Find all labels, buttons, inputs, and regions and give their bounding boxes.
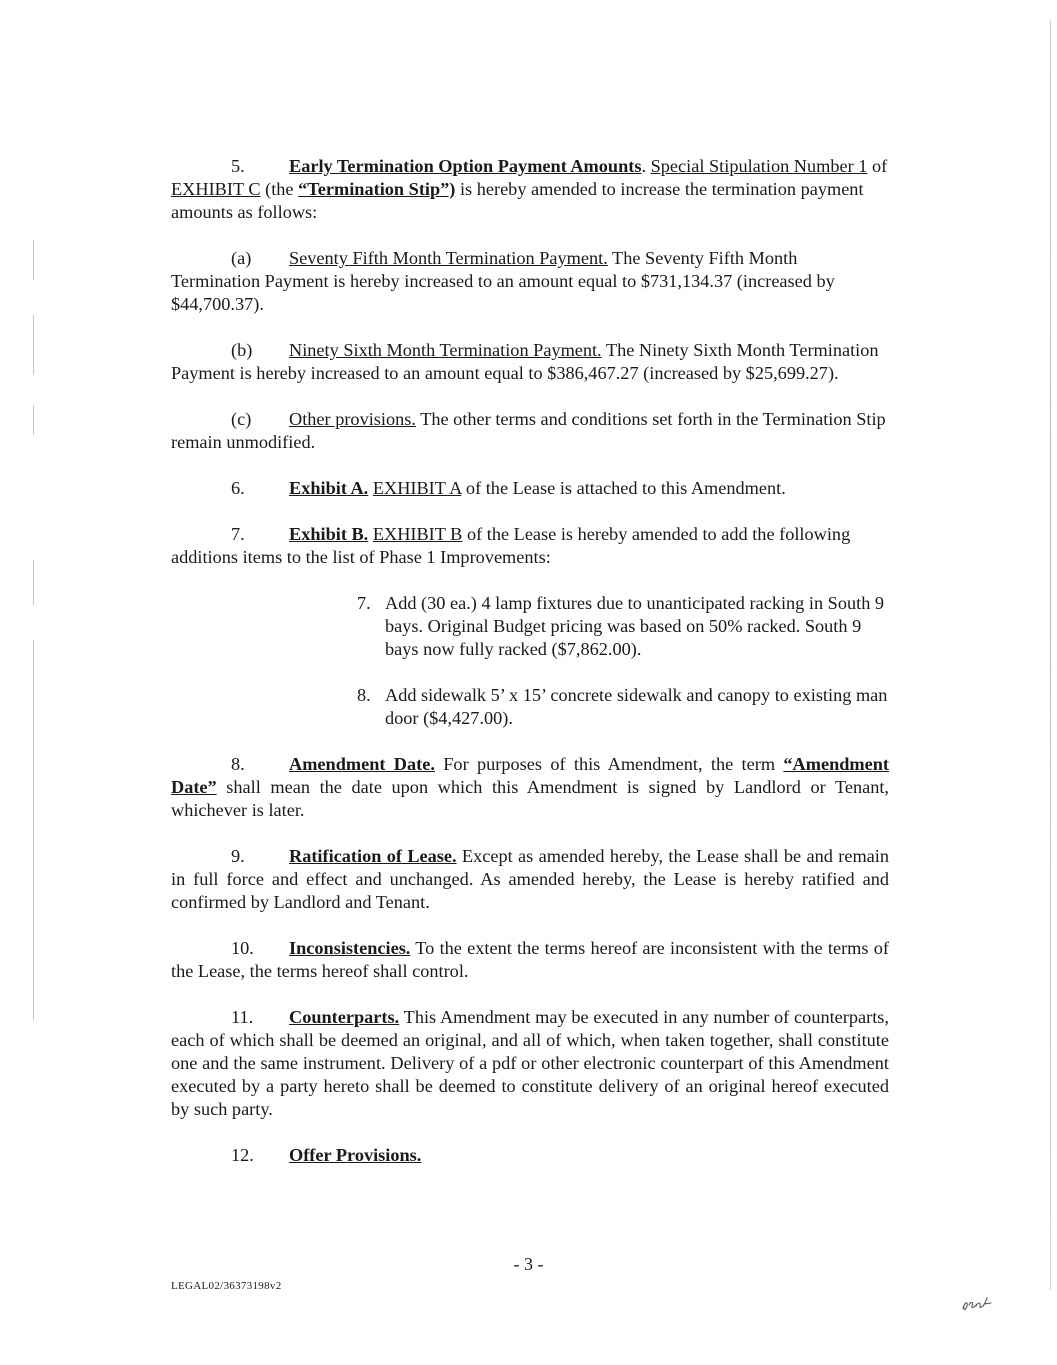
document-body <box>171 155 889 1190</box>
section-number: 5. <box>231 156 245 176</box>
reference-link: EXHIBIT C <box>171 179 261 199</box>
subsection-heading: Other provisions. <box>289 409 416 429</box>
section-heading: Counterparts. <box>289 1007 400 1027</box>
list-item-number: 8. <box>357 685 371 705</box>
section-text: This Amendment may be executed in any number of counterparts, each of which shall be deemed an original, and all of which, when taken together, shall constitute one and the same instrument. Delivery of a pdf or other electronic counterpart of this Amendment executed by a party hereto shall be deemed to constitute delivery of an original hereof executed by such party. <box>171 1007 889 1119</box>
section-text: To the extent the terms hereof are inconsistent with the terms of the Lease, the terms hereof shall control. <box>171 938 889 981</box>
section-7 <box>171 523 889 569</box>
list-item <box>357 592 889 661</box>
section-text: For purposes of this Amendment, the term <box>434 754 784 774</box>
defined-term: “Amendment Date” <box>171 754 890 797</box>
section-number: 11. <box>231 1007 254 1027</box>
list-item-text: Add sidewalk 5’ x 15’ concrete sidewalk and canopy to existing man door ($4,427.00). <box>385 685 888 728</box>
reference-link: EXHIBIT A <box>372 478 462 498</box>
scan-edge-left <box>33 560 34 605</box>
document-id: LEGAL02/36373198v2 <box>171 1280 282 1292</box>
section-text: of the Lease is hereby amended to add the following additions items to the list of Phase 1 Improvements: <box>171 524 851 567</box>
section-text: (the <box>260 179 299 199</box>
improvements-list <box>357 592 889 730</box>
section-5c <box>171 408 889 454</box>
section-heading: Offer Provisions. <box>289 1145 422 1165</box>
section-12 <box>171 1144 889 1167</box>
subsection-heading: Ninety Sixth Month Termination Payment. <box>289 340 602 360</box>
section-text: is hereby amended to increase the termination payment amounts as follows: <box>171 179 864 222</box>
page-number: - 3 - <box>513 1254 544 1274</box>
section-text: The Ninety Sixth Month Termination Payment is hereby increased to an amount equal to $386,467.27 (increased by $25,699.27). <box>171 340 879 383</box>
section-text: . <box>641 156 651 176</box>
section-text: of <box>867 156 888 176</box>
section-heading: Inconsistencies. <box>289 938 411 958</box>
handwritten-initials <box>960 1292 994 1314</box>
section-text: shall mean the date upon which this Amendment is signed by Landlord or Tenant, whichever is later. <box>171 777 889 820</box>
section-number: 9. <box>231 846 245 866</box>
section-number: 7. <box>231 524 245 544</box>
section-heading: Early Termination Option Payment Amounts <box>289 156 642 176</box>
section-5b <box>171 339 889 385</box>
reference-link: EXHIBIT B <box>372 524 463 544</box>
list-item-text: Add (30 ea.) 4 lamp fixtures due to unanticipated racking in South 9 bays. Original Budget pricing was based on 50% racked. South 9 bays now fully racked ($7,862.00). <box>385 593 885 659</box>
list-item-number: 7. <box>357 593 371 613</box>
subsection-label: (a) <box>231 248 252 268</box>
section-text: Except as amended hereby, the Lease shall be and remain in full force and effect and unchanged. As amended hereby, the Lease is hereby ratified and confirmed by Landlord and Tenant. <box>171 846 889 912</box>
subsection-heading: Seventy Fifth Month Termination Payment. <box>289 248 608 268</box>
section-heading: Exhibit A. <box>289 478 369 498</box>
scan-edge-right <box>1050 20 1051 1290</box>
list-item <box>357 684 889 730</box>
subsection-label: (c) <box>231 409 252 429</box>
section-6 <box>171 477 889 500</box>
defined-term: “Termination Stip”) <box>298 179 456 199</box>
section-5 <box>171 155 889 224</box>
section-heading: Amendment Date. <box>289 754 435 774</box>
section-8 <box>171 753 889 822</box>
reference-link: Special Stipulation Number 1 <box>650 156 868 176</box>
section-text: The other terms and conditions set forth in the Termination Stip remain unmodified. <box>171 409 886 452</box>
scan-edge-left <box>33 240 34 280</box>
section-number: 12. <box>231 1145 254 1165</box>
section-11 <box>171 1006 889 1121</box>
section-9 <box>171 845 889 914</box>
section-heading: Exhibit B. <box>289 524 369 544</box>
section-10 <box>171 937 889 983</box>
scan-edge-left <box>33 640 34 1020</box>
subsection-label: (b) <box>231 340 253 360</box>
section-number: 10. <box>231 938 254 958</box>
section-text: The Seventy Fifth Month Termination Payment is hereby increased to an amount equal to $731,134.37 (increased by $44,700.37). <box>171 248 835 314</box>
section-text: of the Lease is attached to this Amendment. <box>461 478 786 498</box>
scan-edge-left <box>33 405 34 435</box>
section-number: 6. <box>231 478 245 498</box>
section-5a <box>171 247 889 316</box>
scan-edge-left <box>33 315 34 375</box>
section-number: 8. <box>231 754 245 774</box>
section-heading: Ratification of Lease. <box>289 846 457 866</box>
